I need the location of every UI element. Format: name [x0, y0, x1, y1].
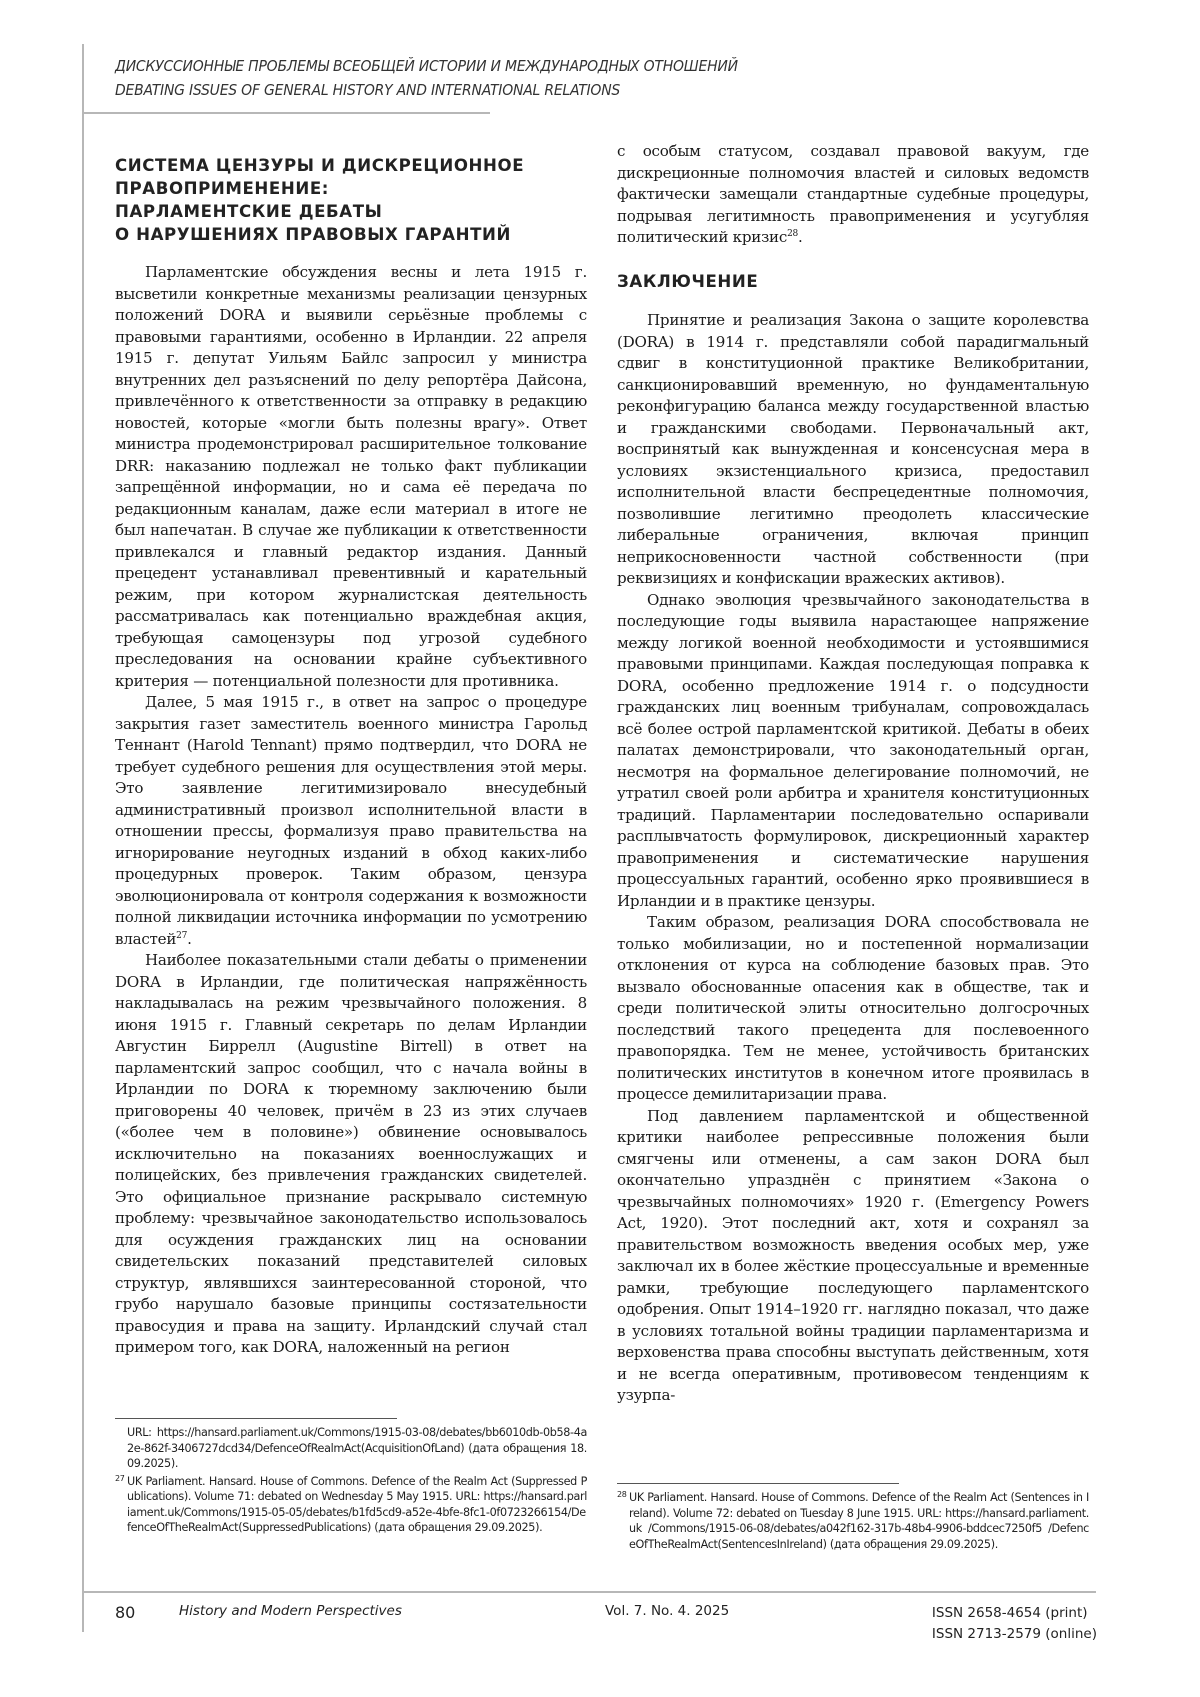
- page-number: 80: [115, 1603, 136, 1622]
- paragraph-text: Далее, 5 мая 1915 г., в ответ на запрос о процедуре закрытия газет заместитель военного министра Гарольд Теннант (Harold Tennant) прямо подтвердил, что DORA не требует судебного решения для осуществления этой меры. Это заявление легитимизировало внесудебный административный произвол исполнительной власти в отношении прессы, формализуя право правительства на игнорирование неугодных изданий в обход каких-либо процедурных проверок. Таким образом, цензура эволюционировала от контроля содержания к возможности полной ликвидации источника информации по усмотрению властей: [115, 693, 587, 948]
- conclusion-heading: ЗАКЛЮЧЕНИЕ: [617, 271, 759, 291]
- issn-print: ISSN 2658-4654 (print): [931, 1605, 1088, 1621]
- footnote-text: URL: https://hansard.parliament.uk/Commons/1915-03-08/debates/bb6010db-0b58-4a2e-862f-3406727dcd34/DefenceOfRealmAct(AcquisitionOfLand) (дата обращения 18.09.2025).: [127, 1426, 587, 1470]
- left-margin-rule: [82, 44, 84, 1632]
- journal-name: History and Modern Perspectives: [179, 1603, 402, 1619]
- footnote-divider: [115, 1418, 397, 1419]
- title-line: О НАРУШЕНИЯХ ПРАВОВЫХ ГАРАНТИЙ: [115, 225, 511, 244]
- paragraph: Таким образом, реализация DORA способствовала не только мобилизации, но и постепенной нормализации отклонения от курса на соблюдение базовых прав. Это вызвало обоснованные опасения как в обществе, так и среди политической элиты относительно долгосрочных последствий такого прецедента для послевоенного правопорядка. Тем не менее, устойчивость британских политических институтов в конечном итоге проявилась в процессе демилитаризации права.: [617, 913, 1089, 1103]
- paragraph: Далее, 5 мая 1915 г., в ответ на запрос о процедуре закрытия газет заместитель военного министра Гарольд Теннант (Harold Tennant) прямо подтвердил, что DORA не требует судебного решения для осуществления этой меры. Это заявление легитимизировало внесудебный административный произвол исполнительной власти в отношении прессы, формализуя право правительства на игнорирование неугодных изданий в обход каких-либо процедурных проверок. Таким образом, цензура эволюционировала от контроля содержания к возможности полной ликвидации источника информации по усмотрению властей$^{27}$.: [115, 693, 587, 948]
- footnote-number: 28: [617, 1490, 627, 1499]
- header-underline: [82, 112, 490, 114]
- footnote-ref-28[interactable]: 28: [787, 228, 799, 239]
- paragraph: Однако эволюция чрезвычайного законодательства в последующие годы выявила нарастающее напряжение между логикой военной необходимости и устоявшимися правовыми принципами. Каждая последующая поправка к DORA, особенно предложение 1914 г. о подсудности гражданских лиц военным трибуналам, сопровождалась всё более острой парламентской критикой. Дебаты в обеих палатах демонстрировали, что законодательный орган, несмотря на формальное делегирование полномочий, не утратил своей роли арбитра и хранителя конституционных традиций. Парламентарии последовательно оспаривали расплывчатость формулировок, дискреционный характер правоприменения и систематические нарушения процессуальных гарантий, особенно ярко проявившиеся в Ирландии и в практике цензуры.: [617, 590, 1089, 910]
- running-head: [115, 54, 1075, 102]
- footnote-number: 27: [115, 1473, 125, 1483]
- page-footer: [115, 1603, 1097, 1647]
- volume-issue: Vol. 7. No. 4. 2025: [605, 1603, 730, 1619]
- paragraph-text: с особым статусом, создавал правовой вакуум, где дискреционные полномочия властей и силовых ведомств фактически замещали стандартные судебные процедуры, подрывая легитимность правоприменения и усугубляя политический кризис: [617, 142, 1089, 246]
- footnotes-right: [617, 1483, 1089, 1554]
- running-head-ru: ДИСКУССИОННЫЕ ПРОБЛЕМЫ ВСЕОБЩЕЙ ИСТОРИИ И МЕЖДУНАРОДНЫХ ОТНОШЕНИЙ: [115, 57, 738, 75]
- footnote-text: UK Parliament. Hansard. House of Commons. Defence of the Realm Act (Suppressed Publications). Volume 71: debated on Wednesday 5 May 1915. URL: https://hansard.parliament.uk/Commons/1915-05-05/debates/b1fd5cd9-a52e-4bfe-8fc1-0f0723266154/DefenceOfTheRealmAct(SuppressedPublications) (дата обращения 29.09.2025).: [127, 1474, 587, 1534]
- paragraph: Парламентские обсуждения весны и лета 1915 г. высветили конкретные механизмы реализации цензурных положений DORA и выявили серьёзные проблемы с правовыми гарантиями, особенно в Ирландии. 22 апреля 1915 г. депутат Уильям Байлс запросил у министра внутренних дел разъяснений по делу репортёра Дайсона, привлечённого к ответственности за отправку в редакцию новостей, которые «могли быть полезны врагу». Ответ министра продемонстрировал расширительное толкование DRR: наказанию подлежал не только факт публикации запрещённой информации, но и сама её передача по редакционным каналам, даже если материал в итоге не был напечатан. В случае же публикации к ответственности привлекался и главный редактор издания. Данный прецедент устанавливал превентивный и карательный режим, при котором журналистская деятельность рассматривалась как потенциально враждебная акция, требующая самоцензуры под угрозой судебного преследования на основании крайне субъективного критерия — потенциальной полезности для противника.: [115, 263, 587, 690]
- right-column: [617, 141, 1089, 1407]
- paragraph: Наиболее показательными стали дебаты о применении DORA в Ирландии, где политическая напряжённость накладывалась на режим чрезвычайного положения. 8 июня 1915 г. Главный секретарь по делам Ирландии Августин Биррелл (Augustine Birrell) в ответ на парламентский запрос сообщил, что с начала войны в Ирландии по DORA к тюремному заключению были приговорены 40 человек, причём в 23 из этих случаев («более чем в половине») обвинение основывалось исключительно на показаниях военнослужащих и полицейских, без привлечения гражданских свидетелей. Это официальное признание раскрывало системную проблему: чрезвычайное законодательство использовалось для осуждения гражданских лиц на основании свидетельских показаний представителей силовых структур, являвшихся заинтересованной стороной, что грубо нарушало базовые принципы состязательности правосудия и права на защиту. Ирландский случай стал примером того, как DORA, наложенный на регион: [115, 951, 587, 1356]
- footer-rule: [82, 1591, 1096, 1593]
- title-line: ПРАВОПРИМЕНЕНИЕ:: [115, 179, 329, 198]
- footnotes-left: [115, 1418, 587, 1538]
- footnote-ref-27[interactable]: 27: [176, 930, 188, 941]
- paragraph: Принятие и реализация Закона о защите королевства (DORA) в 1914 г. представляли собой парадигмальный сдвиг в конституционной практике Великобритании, санкционировавший временную, но фундаментальную реконфигурацию баланса между государственной властью и гражданскими свободами. Первоначальный акт, воспринятый как вынужденная и консенсусная мера в условиях экзистенциального кризиса, предоставил исполнительной власти беспрецедентные полномочия, позволившие легитимно преодолеть классические либеральные ограничения, включая принцип неприкосновенности частной собственности (при реквизициях и конфискации вражеских активов).: [617, 311, 1089, 587]
- footnote-divider: [617, 1483, 899, 1484]
- left-column: [115, 150, 587, 1359]
- title-line: ПАРЛАМЕНТСКИЕ ДЕБАТЫ: [115, 202, 383, 221]
- footnote-27: [115, 1474, 587, 1536]
- section-title: [115, 154, 587, 246]
- running-head-en: DEBATING ISSUES OF GENERAL HISTORY AND INTERNATIONAL RELATIONS: [115, 81, 621, 99]
- footnote-continuation: [115, 1425, 587, 1472]
- issn-online: ISSN 2713-2579 (online): [931, 1626, 1097, 1642]
- paragraph-continued: с особым статусом, создавал правовой вакуум, где дискреционные полномочия властей и силовых ведомств фактически замещали стандартные судебные процедуры, подрывая легитимность правоприменения и усугубляя политический кризис$^{28}$.: [617, 142, 1089, 246]
- footnote-text: UK Parliament. Hansard. House of Commons. Defence of the Realm Act (Sentences in Ireland). Volume 72: debated on Tuesday 8 June 1915. URL: https://hansard.parliament.uk /Commons/1915-06-08/debates/a042f162-317b-48b4-9906-bddcec7250f5 /DefenceOfTheRealmAct(SentencesInIreland) (дата обращения 29.09.2025).: [629, 1491, 1089, 1551]
- footnote-28: [617, 1490, 1089, 1552]
- issn-block: [932, 1603, 1097, 1645]
- paragraph: Под давлением парламентской и общественной критики наиболее репрессивные положения были смягчены или отменены, а сам закон DORA был окончательно упразднён с принятием «Закона о чрезвычайных полномочиях» 1920 г. (Emergency Powers Act, 1920). Этот последний акт, хотя и сохранял за правительством возможность введения особых мер, уже заключал их в более жёсткие процессуальные и временные рамки, требующие последующего парламентского одобрения. Опыт 1914–1920 гг. наглядно показал, что даже в условиях тотальной войны традиции парламентаризма и верховенства права способны выступать действенным, хотя и не всегда оперативным, противовесом тенденциям к узурпа-: [617, 1106, 1089, 1404]
- title-line: СИСТЕМА ЦЕНЗУРЫ И ДИСКРЕЦИОННОЕ: [115, 156, 525, 175]
